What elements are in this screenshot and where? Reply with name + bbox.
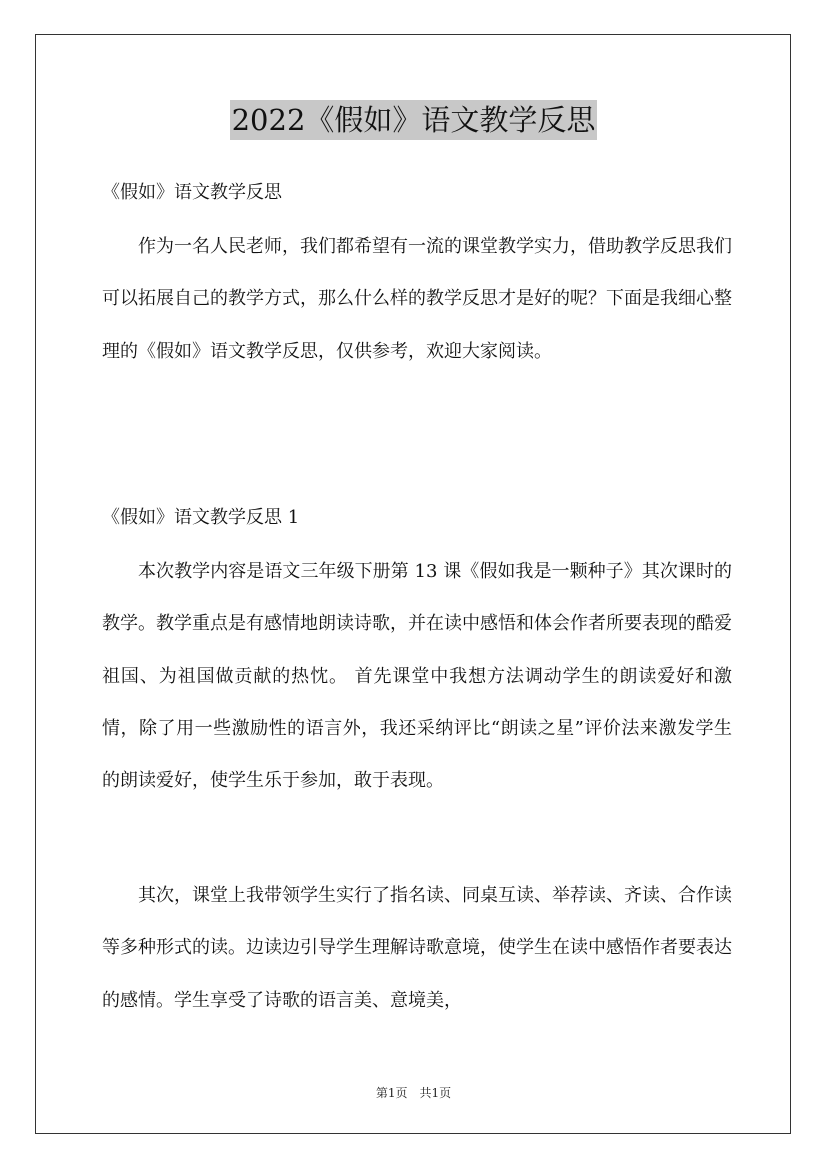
body-paragraph: 本次教学内容是语文三年级下册第 13 课《假如我是一颗种子》其次课时的教学。教学重点是有感情地朗读诗歌，并在读中感悟和体会作者所要表现的酷爱祖国、为祖国做贡献的热忱。 首先课堂中我想方法调动学生的朗读爱好和激情，除了用一些激励性的语言外，我还采纳评比“朗读之星”评价法来激发学生的朗读爱好，使学生乐于参加，敢于表现。 — [102, 561, 732, 792]
section-heading: 《假如》语文教学反思 1 — [102, 507, 300, 528]
body-paragraph: 其次，课堂上我带领学生实行了指名读、同桌互读、举荐读、齐读、合作读等多种形式的读。边读边引导学生理解诗歌意境，使学生在读中感悟作者要表达的感情。学生享受了诗歌的语言美、意境美， — [102, 885, 732, 1011]
page-footer: 第1页 共1页 — [375, 1086, 452, 1100]
intro-paragraph: 作为一名人民老师，我们都希望有一流的课堂教学实力，借助教学反思我们可以拓展自己的教学方式，那么什么样的教学反思才是好的呢？下面是我细心整理的《假如》语文教学反思，仅供参考，欢迎大家阅读。 — [102, 236, 732, 362]
intro-heading: 《假如》语文教学反思 — [102, 182, 282, 203]
document-title-container — [0, 100, 827, 140]
document-title: 2022《假如》语文教学反思 — [230, 100, 598, 140]
